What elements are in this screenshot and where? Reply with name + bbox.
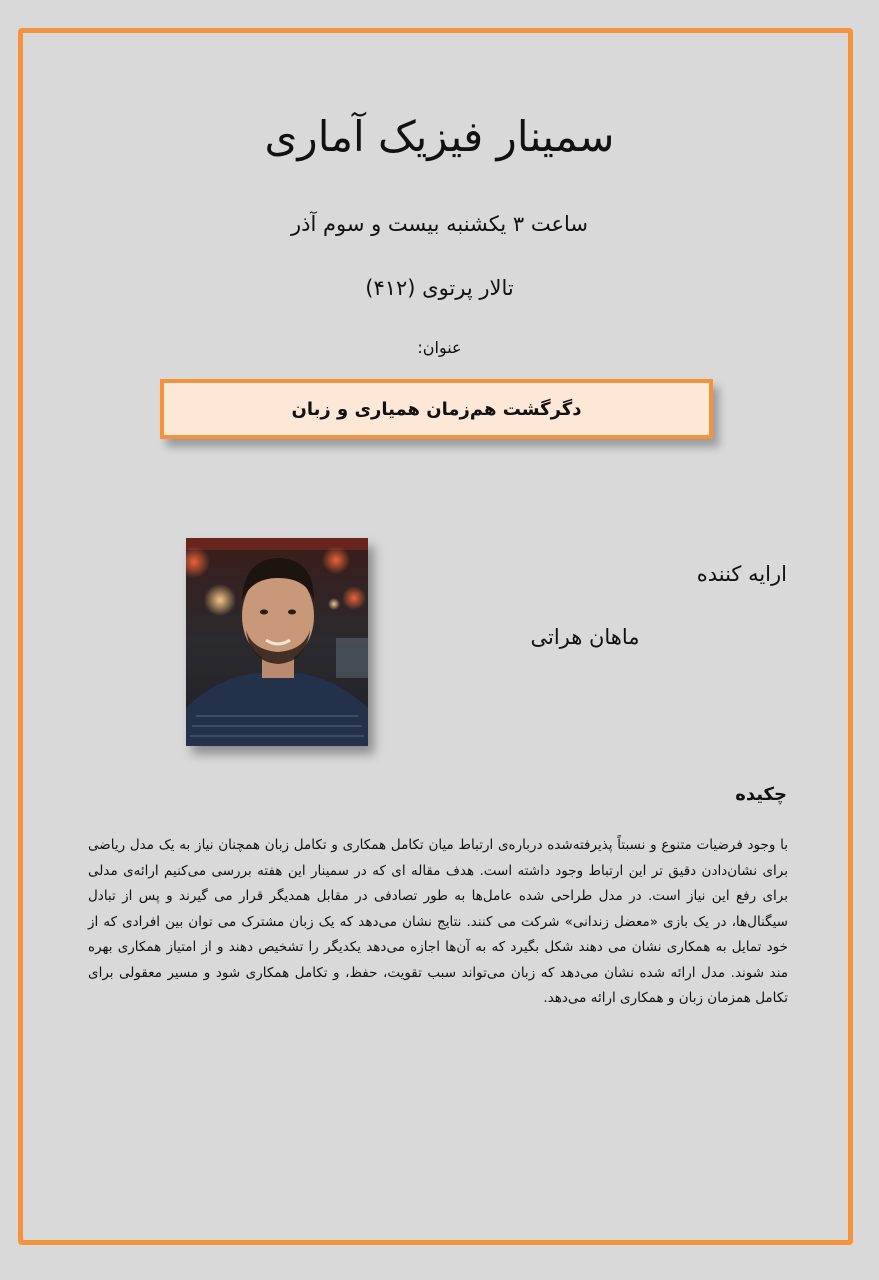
abstract-text: با وجود فرضیات متنوع و نسبتاً پذیرفته‌شده درباره‌ی ارتباط میان تکامل همکاری و تکامل زبان همچنان نیاز به یک مدل ریاضی برای نشان‌دادن دقیق تر این ارتباط وجود داشته است. هدف مقاله ای که در سمینار این هفته بررسی می‌کنیم ارائه‌ی مدلی برای رفع این نیاز است. در مدل طراحی شده عامل‌ها به طور تصادفی در مقابل همدیگر قرار می گیرند و پس از تبادل سیگنال‌ها، در یک بازی «معضل زندانی» شرکت می کنند. نتایج نشان می‌دهد که یک زبان مشترک می توان بین افرادی که از خود تمایل به همکاری نشان می دهند شکل بگیرد که به آن‌ها اجازه می‌دهد یکدیگر را تشخیص دهند و از امتیاز همکاری بهره مند شوند. مدل ارائه شده نشان می‌دهد که زبان می‌تواند سبب تقویت، حفظ، و تکامل همکاری شود و مسیر معقولی برای تکامل همزمان زبان و همکاری ارائه می‌دهد.: [88, 837, 788, 1006]
topic-box: [160, 379, 713, 439]
presenter-label: ارایه کننده: [696, 562, 787, 586]
topic-text: دگرگشت هم‌زمان همیاری و زبان: [291, 398, 582, 420]
poster-frame: [18, 28, 853, 1245]
topic-label: عنوان:: [417, 338, 462, 357]
poster-title: سمینار فیزیک آماری: [264, 112, 615, 161]
seminar-venue: تالار پرتوی (۴۱۲): [365, 276, 514, 300]
abstract-heading: چکیده: [735, 784, 787, 805]
presenter-name: ماهان هراتی: [530, 625, 640, 649]
presenter-photo: [186, 538, 368, 746]
presenter-photo-icon: [186, 538, 368, 746]
seminar-datetime: ساعت ۳ یکشنبه بیست و سوم آذر: [290, 212, 589, 236]
